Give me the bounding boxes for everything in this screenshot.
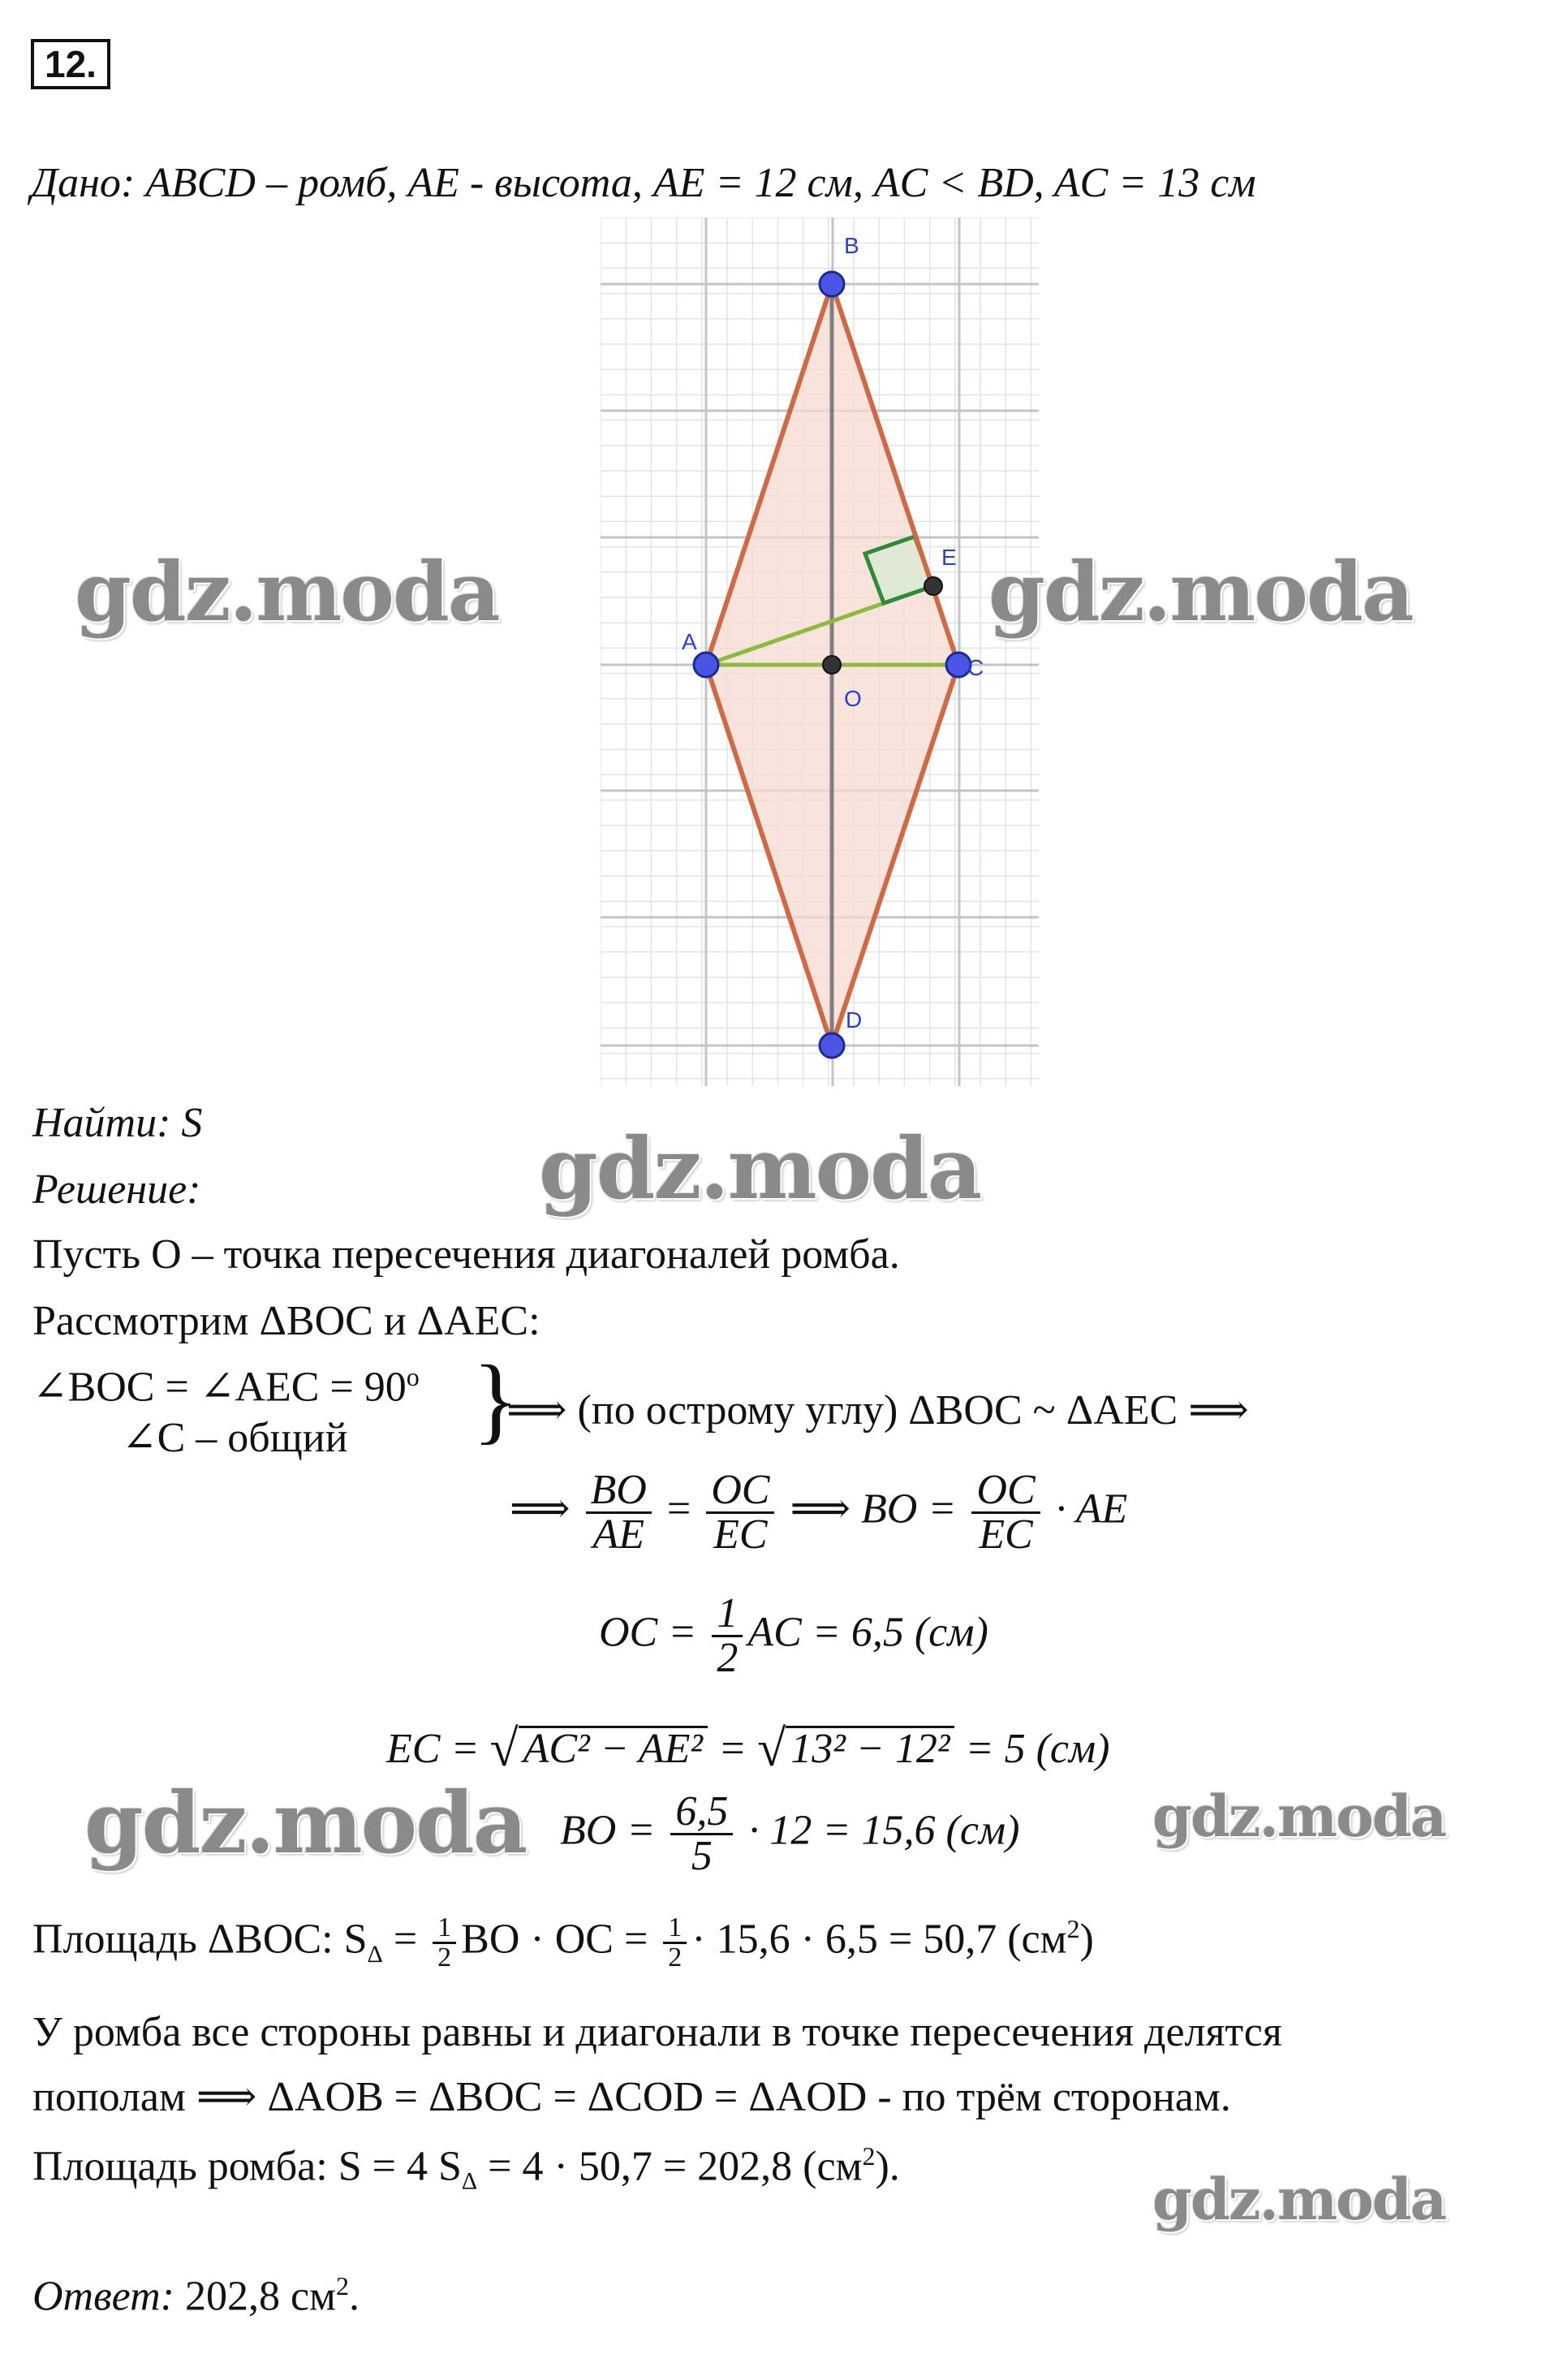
frac-num: OC: [971, 1469, 1040, 1514]
sqrt-radicand-1: AC² − AE²: [519, 1726, 708, 1770]
fraction-half-small-2: [663, 1914, 687, 1972]
watermark-5: gdz.moda: [1152, 1783, 1446, 1850]
fraction-bo-ae: [586, 1469, 652, 1556]
find-value: : S: [157, 1100, 203, 1146]
answer-line: [32, 2271, 360, 2320]
point-e: [924, 577, 942, 595]
watermark-4: gdz.moda: [84, 1773, 527, 1873]
fraction-oc-ec: [706, 1469, 774, 1556]
label-e: E: [941, 545, 957, 570]
area-tri-mid: BO · OC =: [461, 1916, 648, 1963]
ratio-eq: =: [666, 1485, 691, 1533]
rhombus-figure: [601, 218, 1039, 1086]
find-line: [32, 1102, 202, 1145]
area-rh-end: ).: [875, 2143, 900, 2190]
frac-num: 1: [433, 1914, 456, 1944]
watermark-2: gdz.moda: [988, 544, 1413, 640]
solution-label: Решение:: [32, 1166, 201, 1213]
area-rh-tail: = 4 · 50,7 = 202,8 (см: [477, 2143, 863, 2190]
answer-sup: 2: [335, 2271, 349, 2300]
area-tri-sup: 2: [1066, 1914, 1080, 1944]
given-line: [31, 162, 1256, 205]
area-tri-end: ): [1079, 1916, 1094, 1963]
frac-den: 2: [717, 1635, 739, 1681]
oc-lead: OC =: [599, 1609, 697, 1656]
fraction-half: [712, 1590, 743, 1681]
frac-den: 2: [437, 1942, 452, 1973]
frac-den: EC: [979, 1511, 1033, 1558]
bo-line: [560, 1788, 1020, 1879]
frac-num: 1: [663, 1914, 687, 1944]
rhombus-area-line: [32, 2143, 900, 2194]
frac-num: OC: [706, 1469, 774, 1514]
condition-1-text: ∠BOC = ∠AEC = 90: [32, 1364, 407, 1411]
frac-den: EC: [713, 1511, 768, 1558]
point-o: [823, 656, 841, 674]
area-rh-sub: Δ: [461, 2167, 478, 2195]
ratio-lead: ⟹: [510, 1485, 571, 1533]
right-brace: }: [472, 1345, 519, 1453]
area-rh-sup: 2: [862, 2141, 876, 2171]
label-o: O: [844, 686, 862, 711]
vertex-a: [694, 653, 718, 677]
frac-num: 6,5: [670, 1791, 733, 1835]
bo-lead: BO =: [560, 1807, 656, 1854]
label-c: C: [967, 655, 984, 680]
label-d: D: [846, 1007, 863, 1033]
label-b: B: [844, 233, 859, 258]
step-line-1: Пусть O – точка пересечения диагоналей ромба.: [32, 1231, 900, 1278]
sqrt-radicand-2: 13² − 12²: [786, 1726, 954, 1770]
ec-lead: EC =: [386, 1726, 480, 1772]
ec-mid: =: [717, 1726, 747, 1772]
watermark-6: gdz.moda: [1152, 2166, 1446, 2233]
find-label: Найти: [32, 1100, 157, 1146]
fraction-oc-ec-2: [971, 1469, 1040, 1556]
area-tri-sub: Δ: [367, 1940, 383, 1968]
rhombus-reason-1: У ромба все стороны равны и диагонали в точке пересечения делятся: [32, 2009, 1282, 2055]
triangle-area-line: [32, 1914, 1094, 1972]
given-label: Дано: [31, 160, 121, 206]
fraction-half-small: [433, 1914, 456, 1972]
given-text: : ABCD – ромб, AE - высота, AE = 12 см, AC < BD, AC = 13 см: [120, 160, 1256, 206]
watermark-3: gdz.moda: [539, 1119, 981, 1218]
area-rh-lead: Площадь ромба: S = 4 S: [32, 2143, 462, 2190]
ec-tail: = 5 (см): [965, 1726, 1110, 1772]
ec-line: [386, 1719, 1110, 1777]
problem-number: 12.: [31, 39, 110, 89]
ratio-mid: ⟹ BO =: [790, 1485, 957, 1533]
condition-1-sup: o: [406, 1362, 420, 1391]
similarity-conclusion: ⟹ (по острому углу) ΔBOC ~ ΔAEC ⟹: [506, 1387, 1249, 1434]
oc-tail: AC = 6,5 (см): [747, 1609, 988, 1656]
ratio-line: [510, 1469, 1127, 1556]
bo-tail: · 12 = 15,6 (см): [748, 1807, 1020, 1854]
fraction-65-5: [670, 1788, 733, 1879]
ratio-tail: · AE: [1055, 1485, 1128, 1533]
answer-value: 202,8 см: [174, 2273, 336, 2320]
sqrt-symbol: √: [757, 1719, 786, 1777]
frac-den: 2: [668, 1942, 683, 1973]
vertex-d: [820, 1033, 844, 1058]
area-tri-lead: Площадь ΔBOC: S: [32, 1916, 368, 1963]
area-tri-tail: · 15,6 · 6,5 = 50,7 (см: [691, 1916, 1067, 1963]
area-tri-eq: =: [382, 1916, 418, 1963]
frac-den: 5: [691, 1833, 713, 1879]
answer-label: Ответ:: [32, 2273, 174, 2320]
label-a: A: [682, 629, 697, 654]
frac-num: BO: [586, 1469, 652, 1514]
vertex-b: [820, 272, 844, 296]
answer-end: .: [348, 2273, 360, 2320]
frac-num: 1: [712, 1593, 743, 1637]
frac-den: AE: [592, 1511, 644, 1558]
sqrt-symbol: √: [489, 1719, 519, 1777]
watermark-1: gdz.moda: [75, 544, 499, 640]
rhombus-reason-2: пополам ⟹ ΔAOB = ΔBOC = ΔCOD = ΔAOD - по трём сторонам.: [32, 2074, 1231, 2120]
oc-line: [599, 1590, 988, 1681]
step-line-2: Рассмотрим ΔBOC и ΔAEC:: [32, 1298, 540, 1344]
condition-1: [32, 1362, 420, 1411]
condition-2: ∠C – общий: [122, 1415, 348, 1461]
